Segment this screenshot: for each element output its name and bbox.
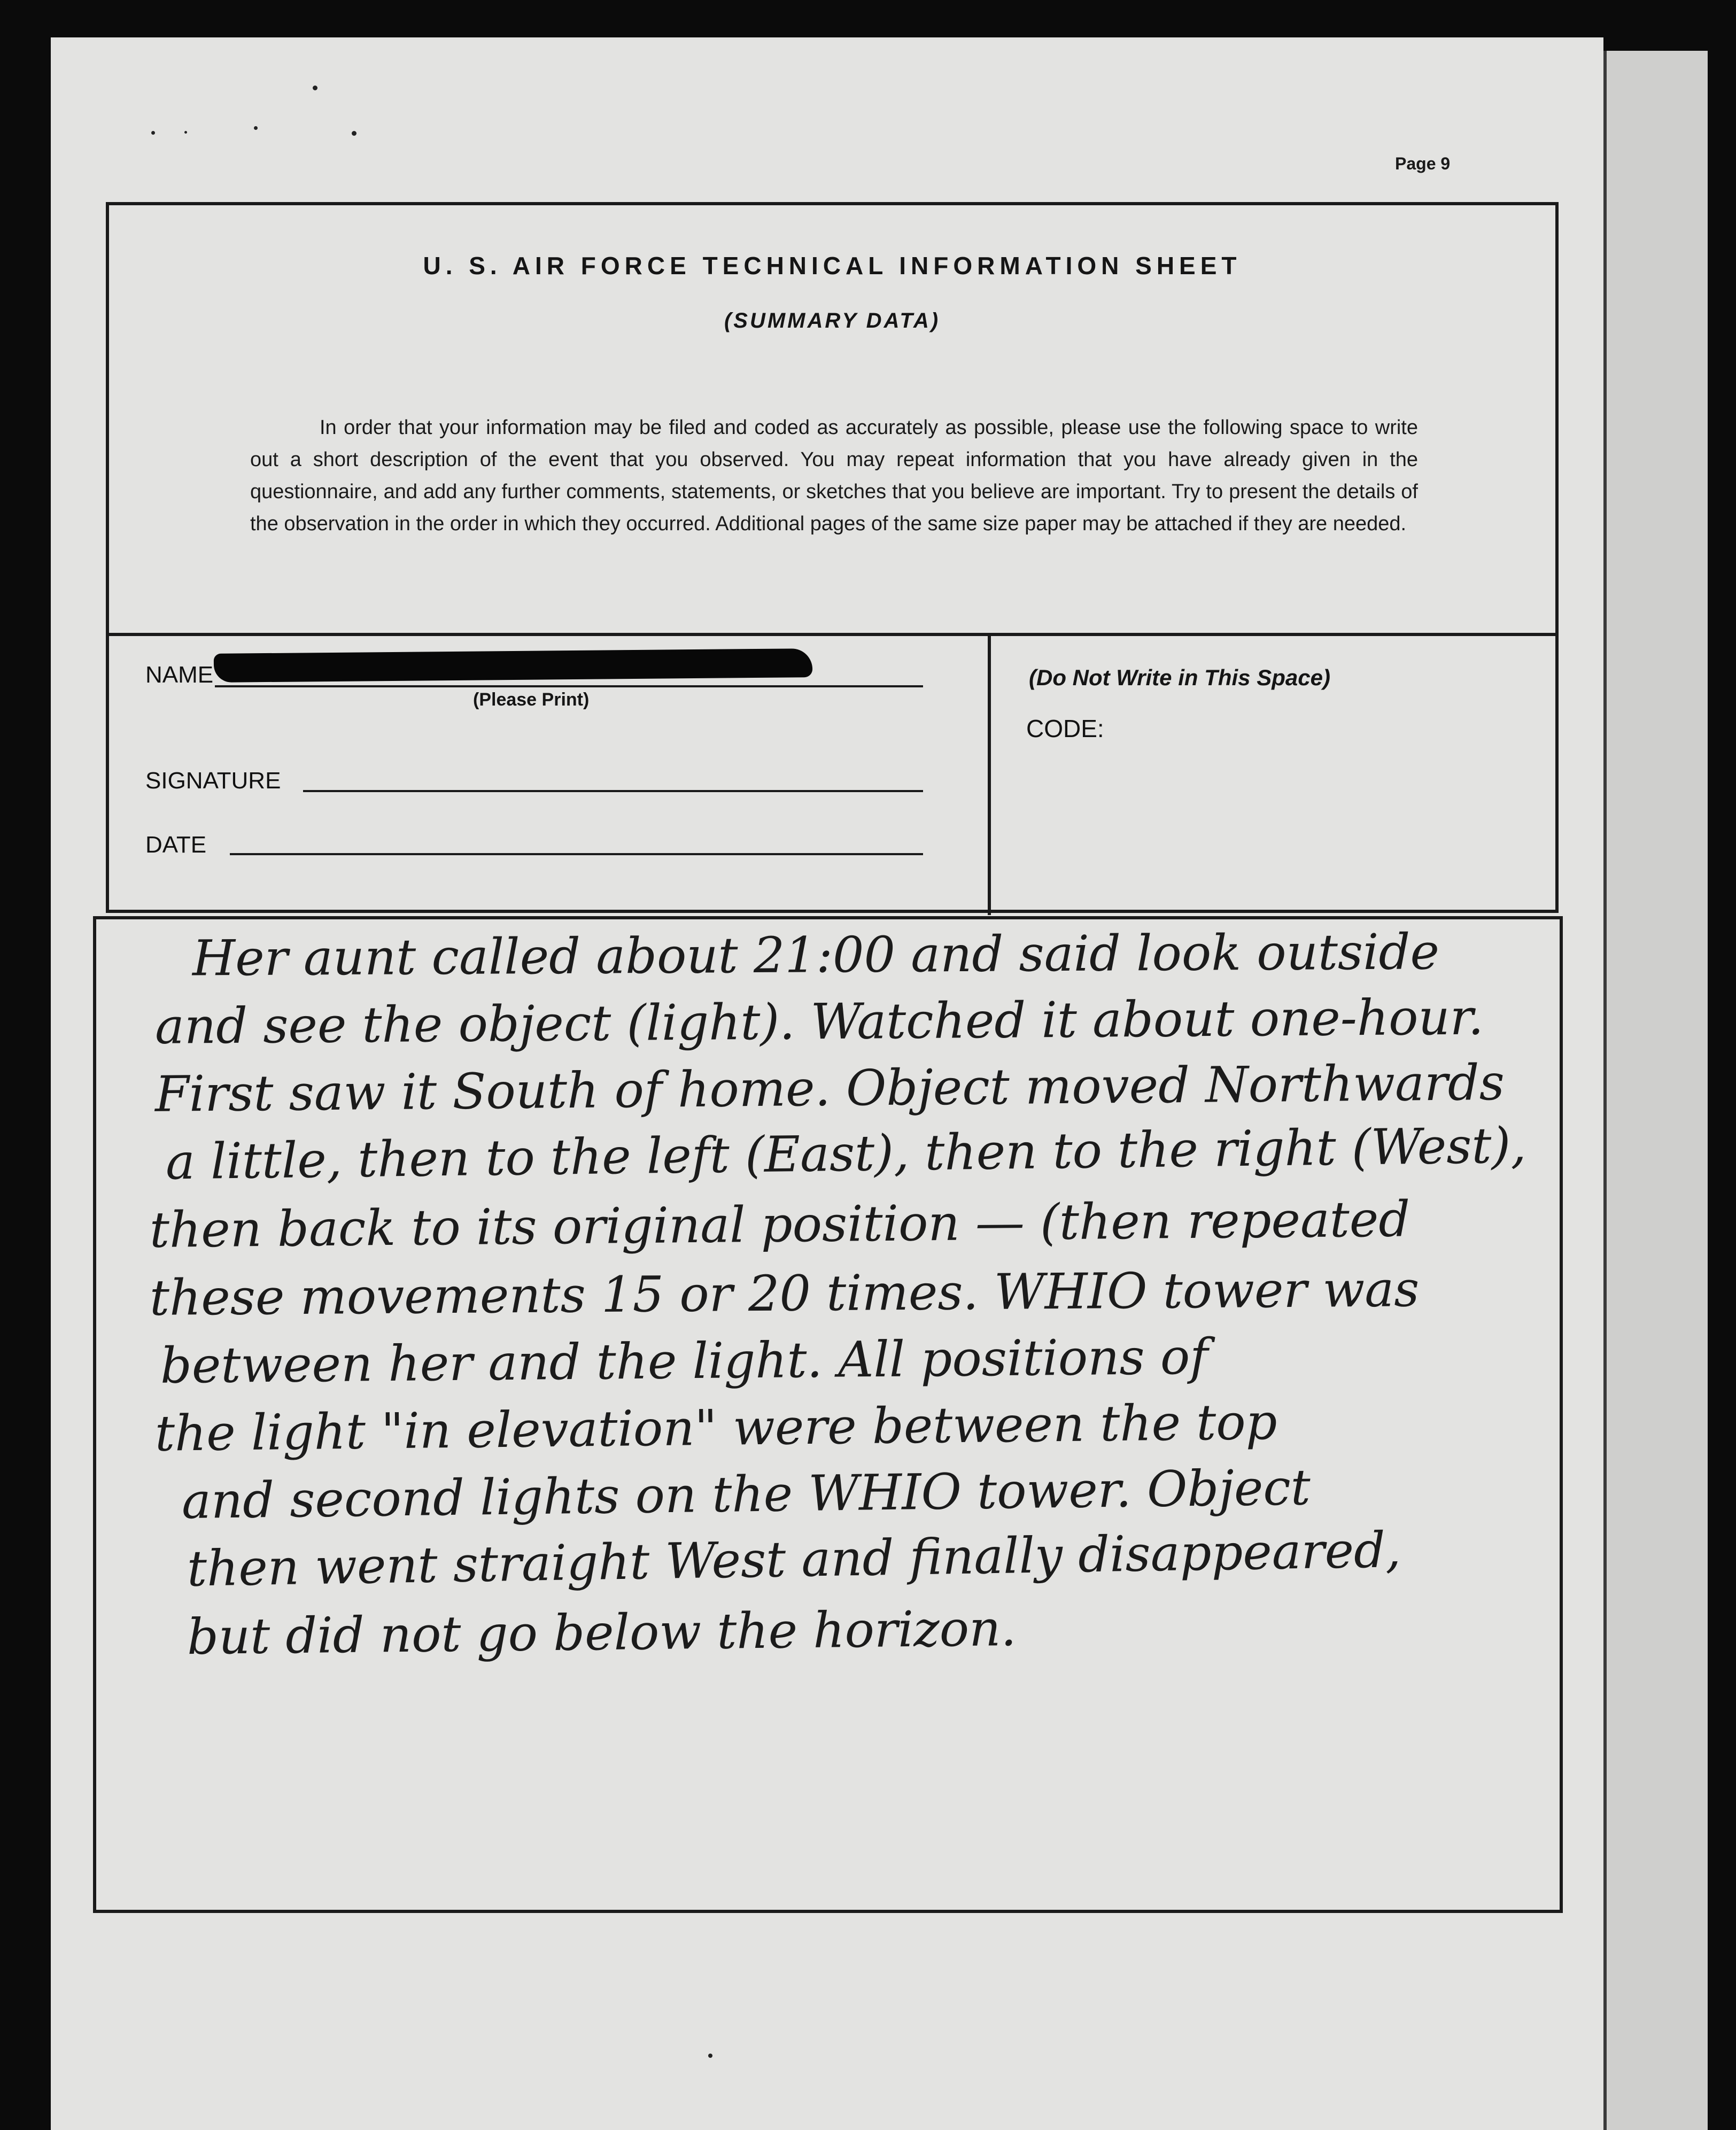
- date-field[interactable]: [230, 853, 923, 855]
- narrative-line: then went straight West and finally disappeared,: [187, 1521, 1401, 1598]
- narrative-line: then back to its original position — (then repeated: [149, 1190, 1410, 1259]
- narrative-line: but did not go below the horizon.: [187, 1599, 1017, 1666]
- form-divider: [106, 633, 1559, 636]
- narrative-line: these movements 15 or 20 times. WHIO tower was: [149, 1260, 1420, 1327]
- code-label: CODE:: [1026, 715, 1104, 742]
- signature-label: SIGNATURE: [145, 768, 281, 794]
- narrative-line: and see the object (light). Watched it about one-hour.: [154, 988, 1484, 1055]
- name-hint: (Please Print): [473, 690, 590, 710]
- office-use-divider: [988, 635, 991, 915]
- handwritten-narrative: [144, 925, 1555, 1671]
- form-subtitle: (SUMMARY DATA): [724, 309, 941, 332]
- signature-field[interactable]: [303, 790, 923, 792]
- office-use-notice: (Do Not Write in This Space): [1029, 665, 1330, 690]
- form-instructions: In order that your information may be filed and coded as accurately as possible, please use the following space to write out a short description of the event that you observed. You may repeat information that you have already given in the questionnaire, and add any further comments, statements, or sketches that you believe are important. Try to present the details of the observation in the order in which they occurred. Additional pages of the same size paper may be attached if they are needed.: [250, 416, 1418, 535]
- scan-speck: [184, 131, 187, 134]
- name-redaction: [214, 648, 812, 683]
- name-label: NAME: [145, 662, 214, 688]
- form-title: U. S. AIR FORCE TECHNICAL INFORMATION SHEET: [423, 252, 1242, 280]
- date-label: DATE: [145, 832, 207, 858]
- scan-speck: [254, 126, 258, 130]
- scan-speck: [352, 131, 356, 136]
- page-number: Page 9: [1395, 154, 1451, 173]
- narrative-line: and second lights on the WHIO tower. Object: [181, 1459, 1311, 1530]
- narrative-line: between her and the light. All positions of: [160, 1328, 1208, 1395]
- scan-speck: [708, 2054, 712, 2058]
- narrative-line: Her aunt called about 21:00 and said look outside: [192, 923, 1440, 987]
- scan-speck: [151, 131, 155, 135]
- adjacent-page-edge: [1603, 51, 1708, 2130]
- narrative-line: a little, then to the left (East), then to the right (West),: [165, 1117, 1527, 1191]
- name-field[interactable]: [215, 685, 923, 687]
- narrative-line: First saw it South of home. Object moved Northwards: [154, 1054, 1505, 1123]
- scan-speck: [313, 86, 317, 90]
- narrative-line: the light "in elevation" were between the top: [154, 1393, 1278, 1462]
